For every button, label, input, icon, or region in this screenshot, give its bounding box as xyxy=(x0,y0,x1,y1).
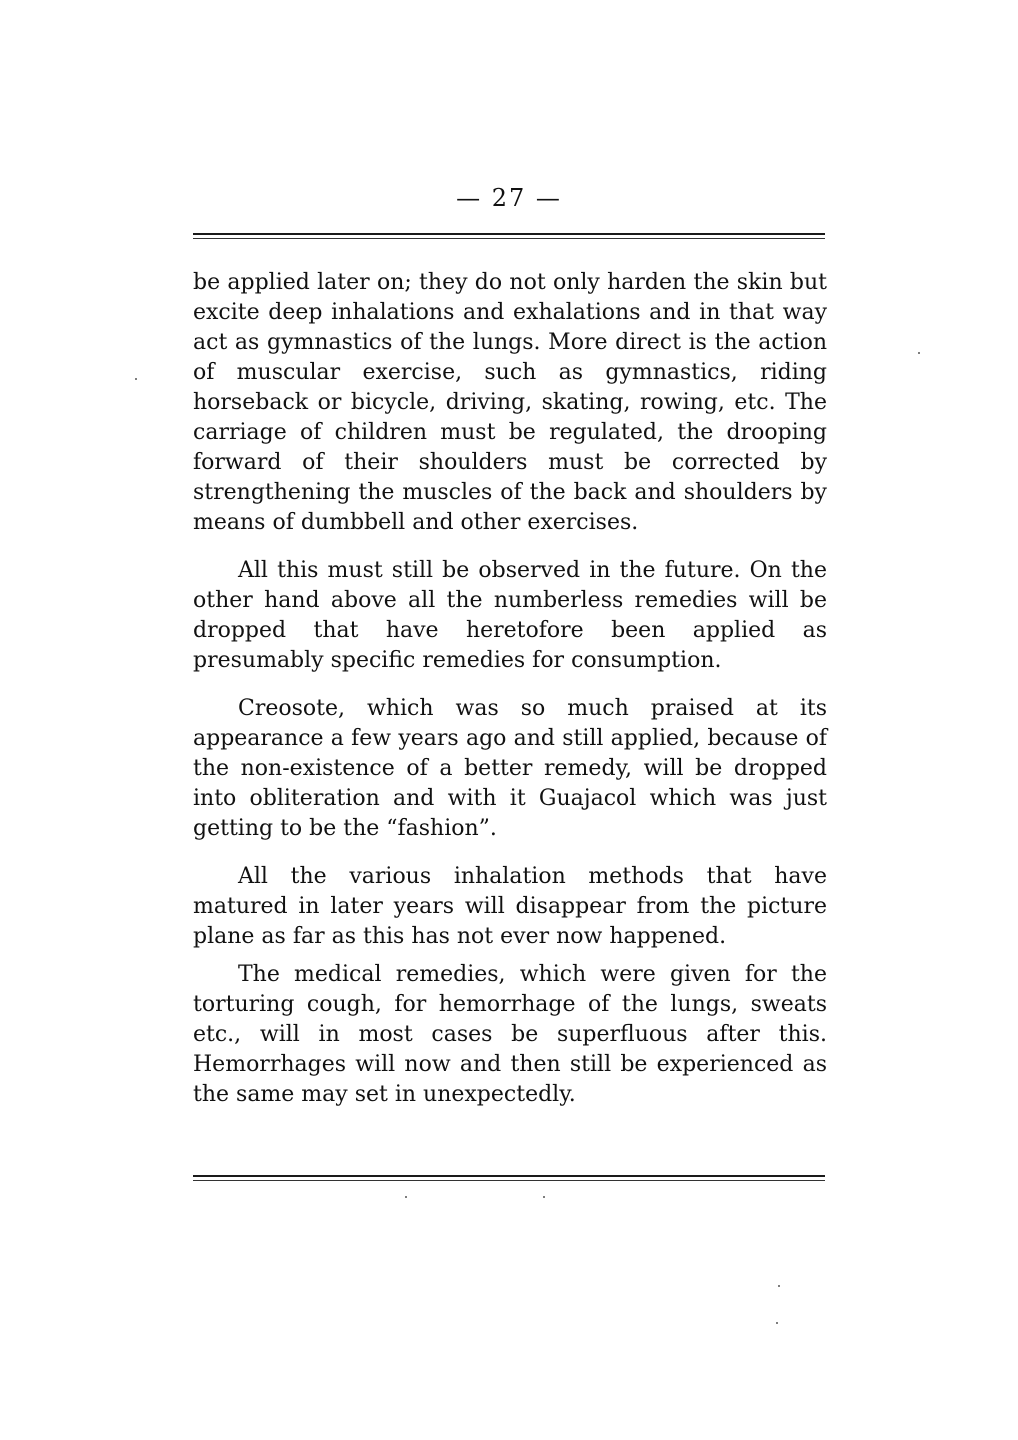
scan-speck xyxy=(135,378,137,380)
scan-speck xyxy=(776,1322,778,1324)
scan-speck xyxy=(778,1285,780,1287)
paragraph-4: All the various inhalation methods that have matured in later years will disappear from the picture plane as far as this has not ever now happened. xyxy=(193,864,827,949)
scan-speck xyxy=(918,352,920,354)
header-rule-thick xyxy=(193,233,825,235)
page-number: — 27 — xyxy=(456,184,562,212)
paragraph-3: Creosote, which was so much praised at its appearance a few years ago and still applied, because of the non-existence of a better remedy, will be dropped into obliteration and with it Guajacol which was just getting to be the “fashion”. xyxy=(193,696,827,841)
paragraph-1: be applied later on; they do not only harden the skin but excite deep inhalations and exhalations and in that way act as gymnastics of the lungs. More direct is the action of muscular exercise, such as gymnastics, riding horseback or bicycle, driving, skating, rowing, etc. The carriage of children must be regulated, the drooping forward of their shoulders must be corrected by strengthening the muscles of the back and shoulders by means of dumbbell and other exercises. xyxy=(193,270,827,535)
footer-rule-thick xyxy=(193,1175,825,1177)
body-text xyxy=(193,268,827,1110)
paragraph-5: The medical remedies, which were given for the torturing cough, for hemorrhage of the lungs, sweats etc., will in most cases be superfluous after this. Hemorrhages will now and then still be experienced as the same may set in unexpectedly. xyxy=(193,962,827,1107)
footer-rule-thin xyxy=(193,1180,825,1181)
header-rule-thin xyxy=(193,238,825,239)
scan-speck xyxy=(543,1196,545,1198)
paragraph-2: All this must still be observed in the future. On the other hand above all the numberless remedies will be dropped that have heretofore been applied as presumably specific remedies for consumption. xyxy=(193,558,827,673)
scan-speck xyxy=(405,1196,407,1198)
